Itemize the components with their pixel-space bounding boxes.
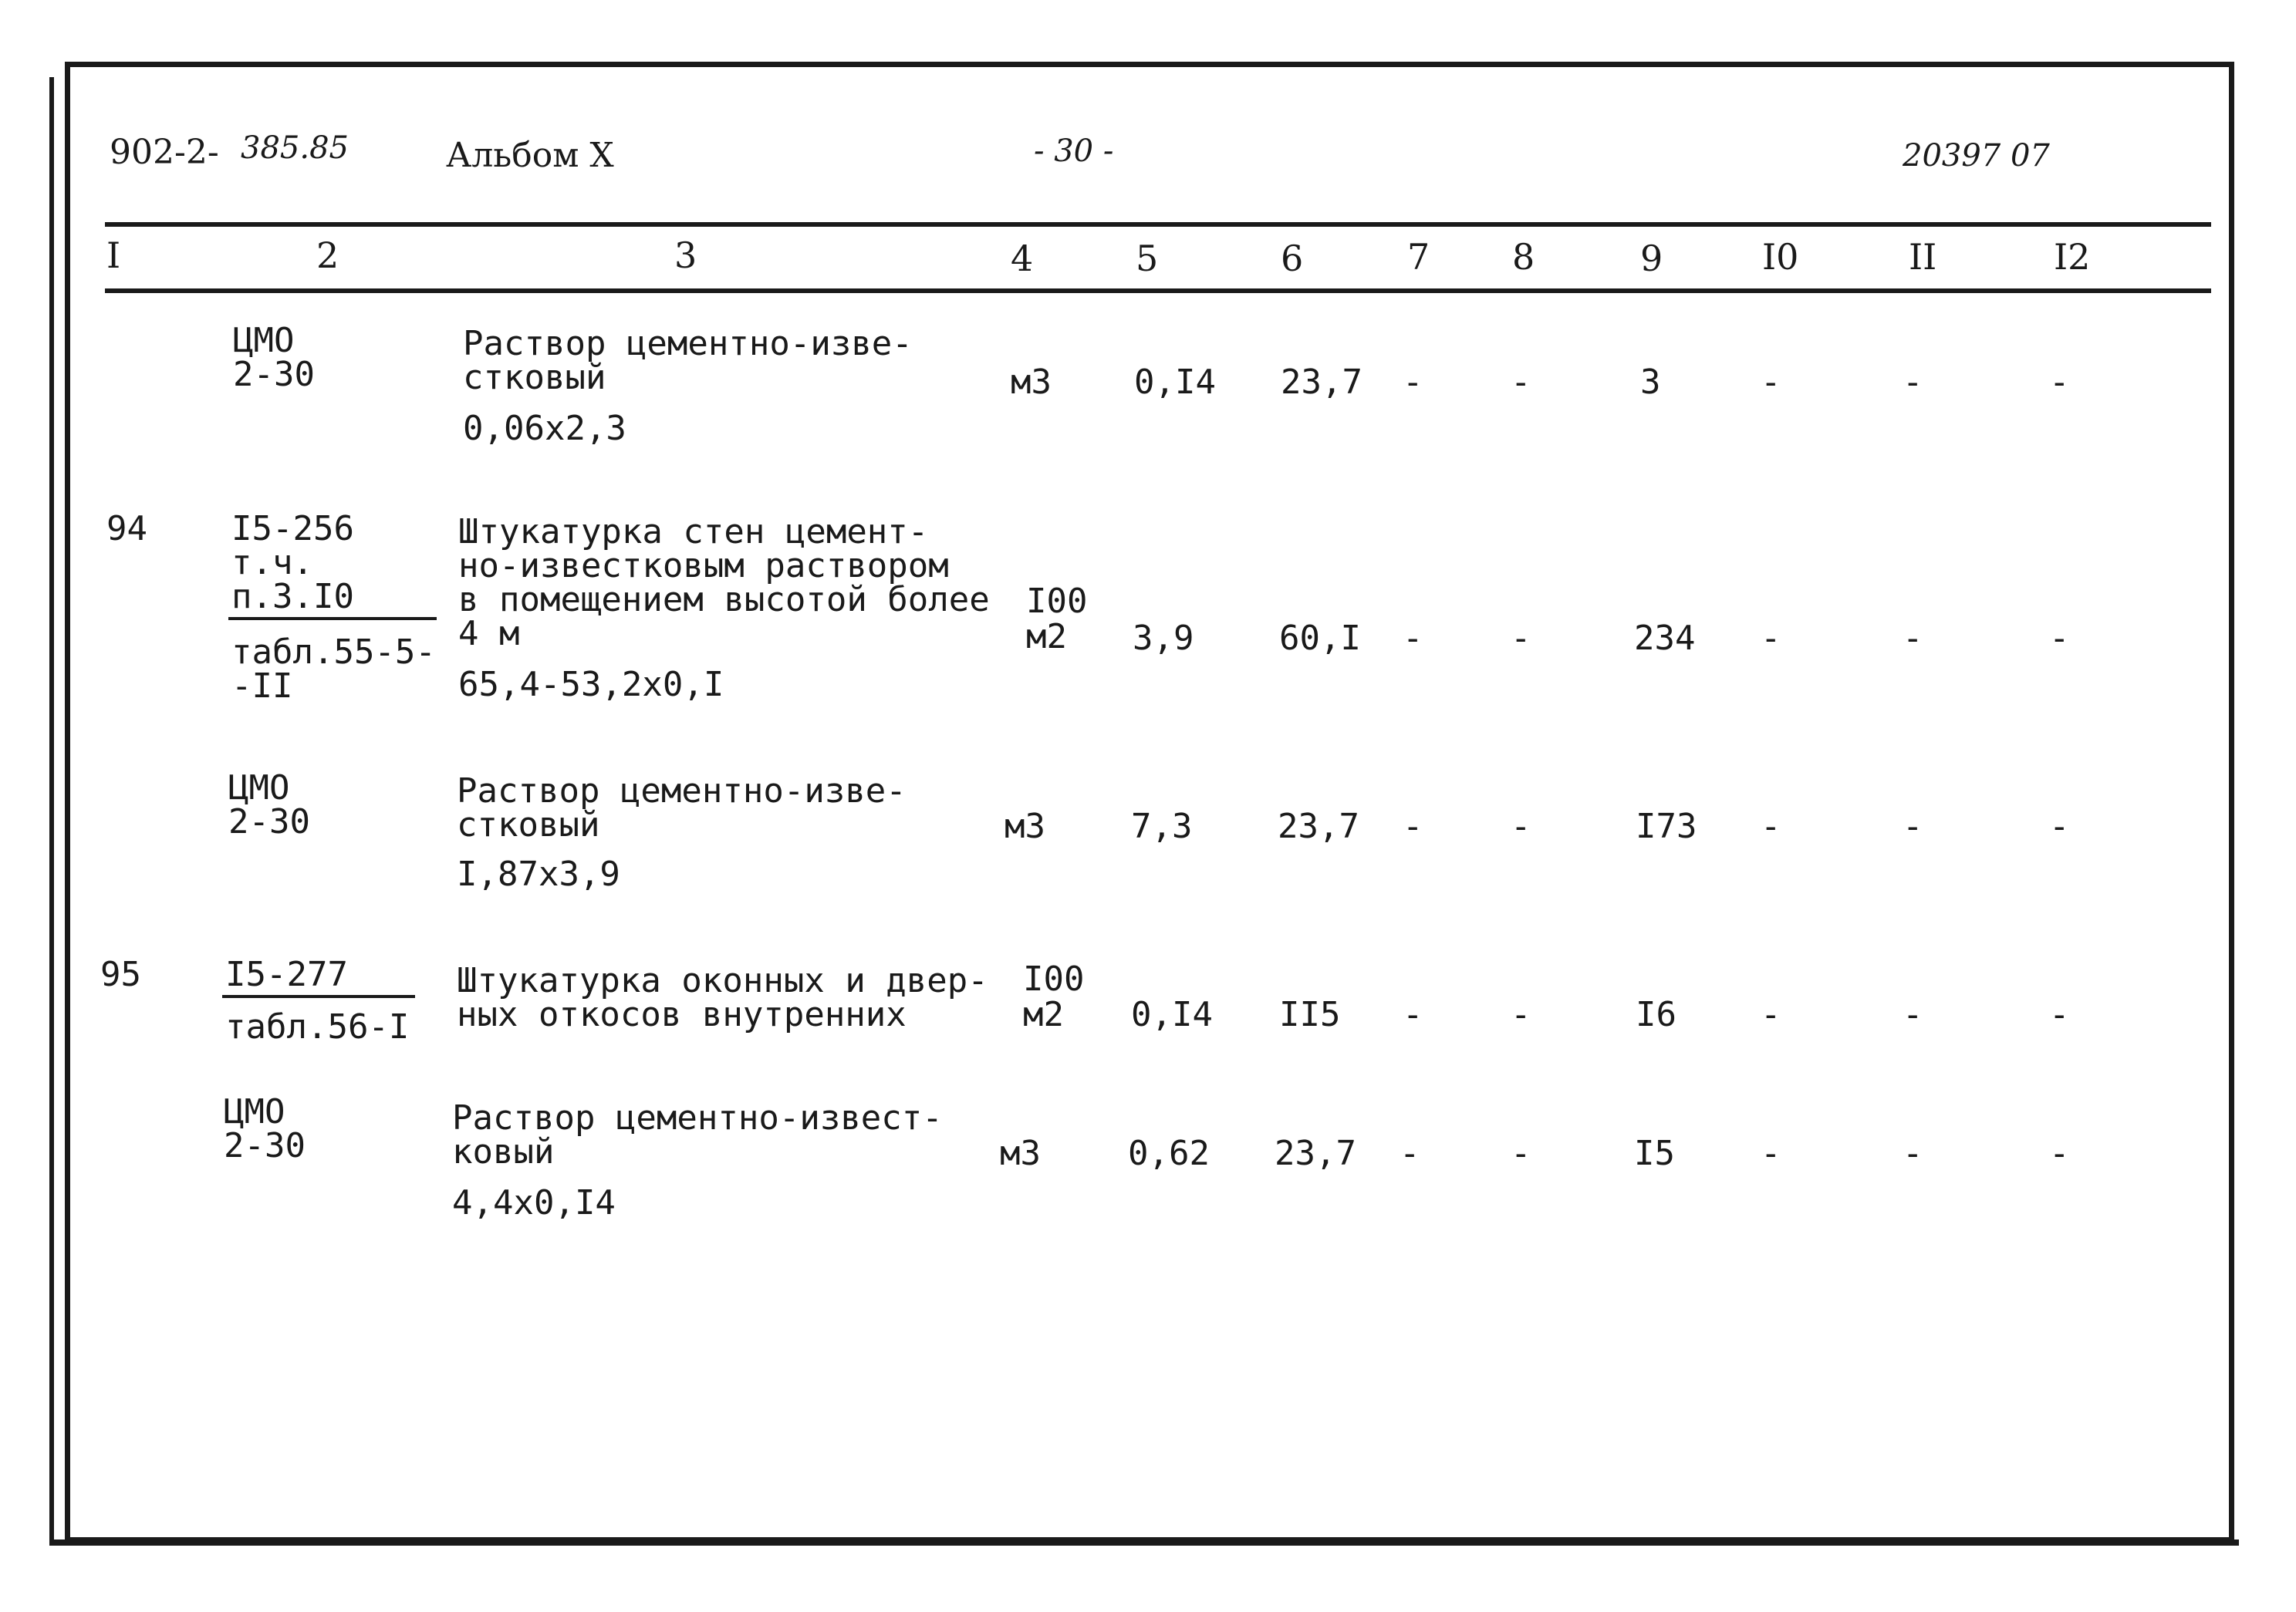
col11-value: - bbox=[1903, 363, 1923, 402]
price: 60,I bbox=[1279, 619, 1361, 658]
description-line: 4 м bbox=[458, 614, 520, 653]
col8-value: - bbox=[1511, 995, 1531, 1034]
header-rule-bottom bbox=[105, 288, 2211, 293]
col7-value: - bbox=[1403, 363, 1423, 402]
doc-number-prefix: 902-2- bbox=[110, 133, 219, 172]
col12-value: - bbox=[2049, 995, 2070, 1034]
ref-line: I5-277 bbox=[225, 955, 348, 994]
row-number: 94 bbox=[106, 509, 147, 548]
description-line: но-известковым раствором bbox=[458, 546, 949, 585]
col10-value: - bbox=[1761, 1134, 1781, 1173]
col12-value: - bbox=[2049, 619, 2070, 658]
ref-line: табл.56-I bbox=[225, 1007, 410, 1047]
column-number: 8 bbox=[1512, 236, 1535, 278]
column-number: 6 bbox=[1281, 238, 1304, 279]
col11-value: - bbox=[1903, 807, 1923, 846]
ref-line: I5-256 bbox=[231, 509, 354, 548]
unit: м3 bbox=[1011, 363, 1052, 402]
ref-line: ЦМО bbox=[228, 768, 290, 808]
description-line: Раствор цементно-изве- bbox=[463, 324, 913, 363]
total: I73 bbox=[1636, 807, 1697, 846]
price: 23,7 bbox=[1278, 807, 1359, 846]
col10-value: - bbox=[1761, 807, 1781, 846]
unit: м2 bbox=[1026, 617, 1067, 656]
header-rule-top bbox=[105, 222, 2211, 227]
col7-value: - bbox=[1400, 1134, 1420, 1173]
col11-value: - bbox=[1903, 1134, 1923, 1173]
description-line: стковый bbox=[457, 805, 600, 845]
col8-value: - bbox=[1511, 1134, 1531, 1173]
calculation: I,87х3,9 bbox=[457, 855, 620, 894]
column-number: II bbox=[1909, 236, 1937, 278]
col10-value: - bbox=[1761, 363, 1781, 402]
quantity: 7,3 bbox=[1131, 807, 1193, 846]
quantity: 0,I4 bbox=[1134, 363, 1216, 402]
col10-value: - bbox=[1761, 995, 1781, 1034]
col7-value: - bbox=[1403, 619, 1423, 658]
column-number: I2 bbox=[2054, 236, 2091, 278]
total: I5 bbox=[1634, 1134, 1675, 1173]
calculation: 4,4х0,I4 bbox=[452, 1183, 616, 1222]
ref-divider bbox=[222, 995, 415, 998]
calculation: 0,06х2,3 bbox=[463, 409, 626, 448]
ref-line: табл.55-5- bbox=[231, 632, 436, 672]
ref-line: 2-30 bbox=[224, 1126, 306, 1165]
ref-line: ЦМО bbox=[233, 321, 295, 360]
ref-line: п.3.I0 bbox=[231, 577, 354, 616]
unit: м2 bbox=[1023, 995, 1064, 1034]
col11-value: - bbox=[1903, 995, 1923, 1034]
price: 23,7 bbox=[1281, 363, 1362, 402]
col12-value: - bbox=[2049, 807, 2070, 846]
col8-value: - bbox=[1511, 807, 1531, 846]
description-line: ковый bbox=[452, 1132, 555, 1172]
column-number: 2 bbox=[316, 234, 339, 276]
frame-bottom-edge bbox=[49, 1539, 2239, 1546]
quantity: 0,62 bbox=[1128, 1134, 1210, 1173]
unit: м3 bbox=[1004, 807, 1045, 846]
ref-divider bbox=[228, 617, 437, 620]
description-line: стковый bbox=[463, 358, 606, 397]
col7-value: - bbox=[1403, 807, 1423, 846]
col7-value: - bbox=[1403, 995, 1423, 1034]
ref-line: т.ч. bbox=[231, 543, 313, 582]
row-number: 95 bbox=[100, 955, 141, 994]
ref-line: ЦМО bbox=[224, 1092, 285, 1131]
ref-line: -II bbox=[231, 666, 293, 706]
unit: м3 bbox=[1000, 1134, 1041, 1173]
price: 23,7 bbox=[1275, 1134, 1356, 1173]
col8-value: - bbox=[1511, 363, 1531, 402]
column-number: I0 bbox=[1762, 236, 1799, 278]
total: 234 bbox=[1634, 619, 1696, 658]
price: II5 bbox=[1279, 995, 1341, 1034]
col8-value: - bbox=[1511, 619, 1531, 658]
description-line: Штукатурка стен цемент- bbox=[458, 512, 929, 551]
doc-number-suffix: 385.85 bbox=[241, 130, 349, 166]
col10-value: - bbox=[1761, 619, 1781, 658]
column-number: 5 bbox=[1136, 238, 1159, 279]
ref-line: 2-30 bbox=[233, 355, 315, 394]
description-line: ных откосов внутренних bbox=[457, 995, 907, 1034]
col12-value: - bbox=[2049, 363, 2070, 402]
description-line: в помещением высотой более bbox=[458, 580, 990, 619]
quantity: 0,I4 bbox=[1131, 995, 1213, 1034]
calculation: 65,4-53,2х0,I bbox=[458, 665, 724, 704]
column-number: 3 bbox=[674, 234, 697, 276]
description-line: Штукатурка оконных и двер- bbox=[457, 961, 988, 1000]
column-number: 4 bbox=[1011, 238, 1034, 279]
frame-left-edge bbox=[49, 77, 54, 1544]
ref-line: 2-30 bbox=[228, 802, 310, 841]
col12-value: - bbox=[2049, 1134, 2070, 1173]
description-line: Раствор цементно-изве- bbox=[457, 771, 907, 811]
col11-value: - bbox=[1903, 619, 1923, 658]
total: 3 bbox=[1640, 363, 1661, 402]
column-number: 9 bbox=[1640, 238, 1663, 279]
unit: I00 bbox=[1026, 582, 1088, 621]
album-label: Альбом X bbox=[446, 136, 614, 175]
quantity: 3,9 bbox=[1133, 619, 1194, 658]
description-line: Раствор цементно-извест- bbox=[452, 1098, 943, 1138]
page-frame bbox=[65, 62, 2234, 1543]
column-number: 7 bbox=[1407, 236, 1430, 278]
total: I6 bbox=[1636, 995, 1676, 1034]
unit: I00 bbox=[1023, 959, 1085, 999]
archive-code: 20397 07 bbox=[1903, 138, 2050, 174]
column-number: I bbox=[106, 234, 121, 276]
page-number: - 30 - bbox=[1034, 133, 1114, 169]
